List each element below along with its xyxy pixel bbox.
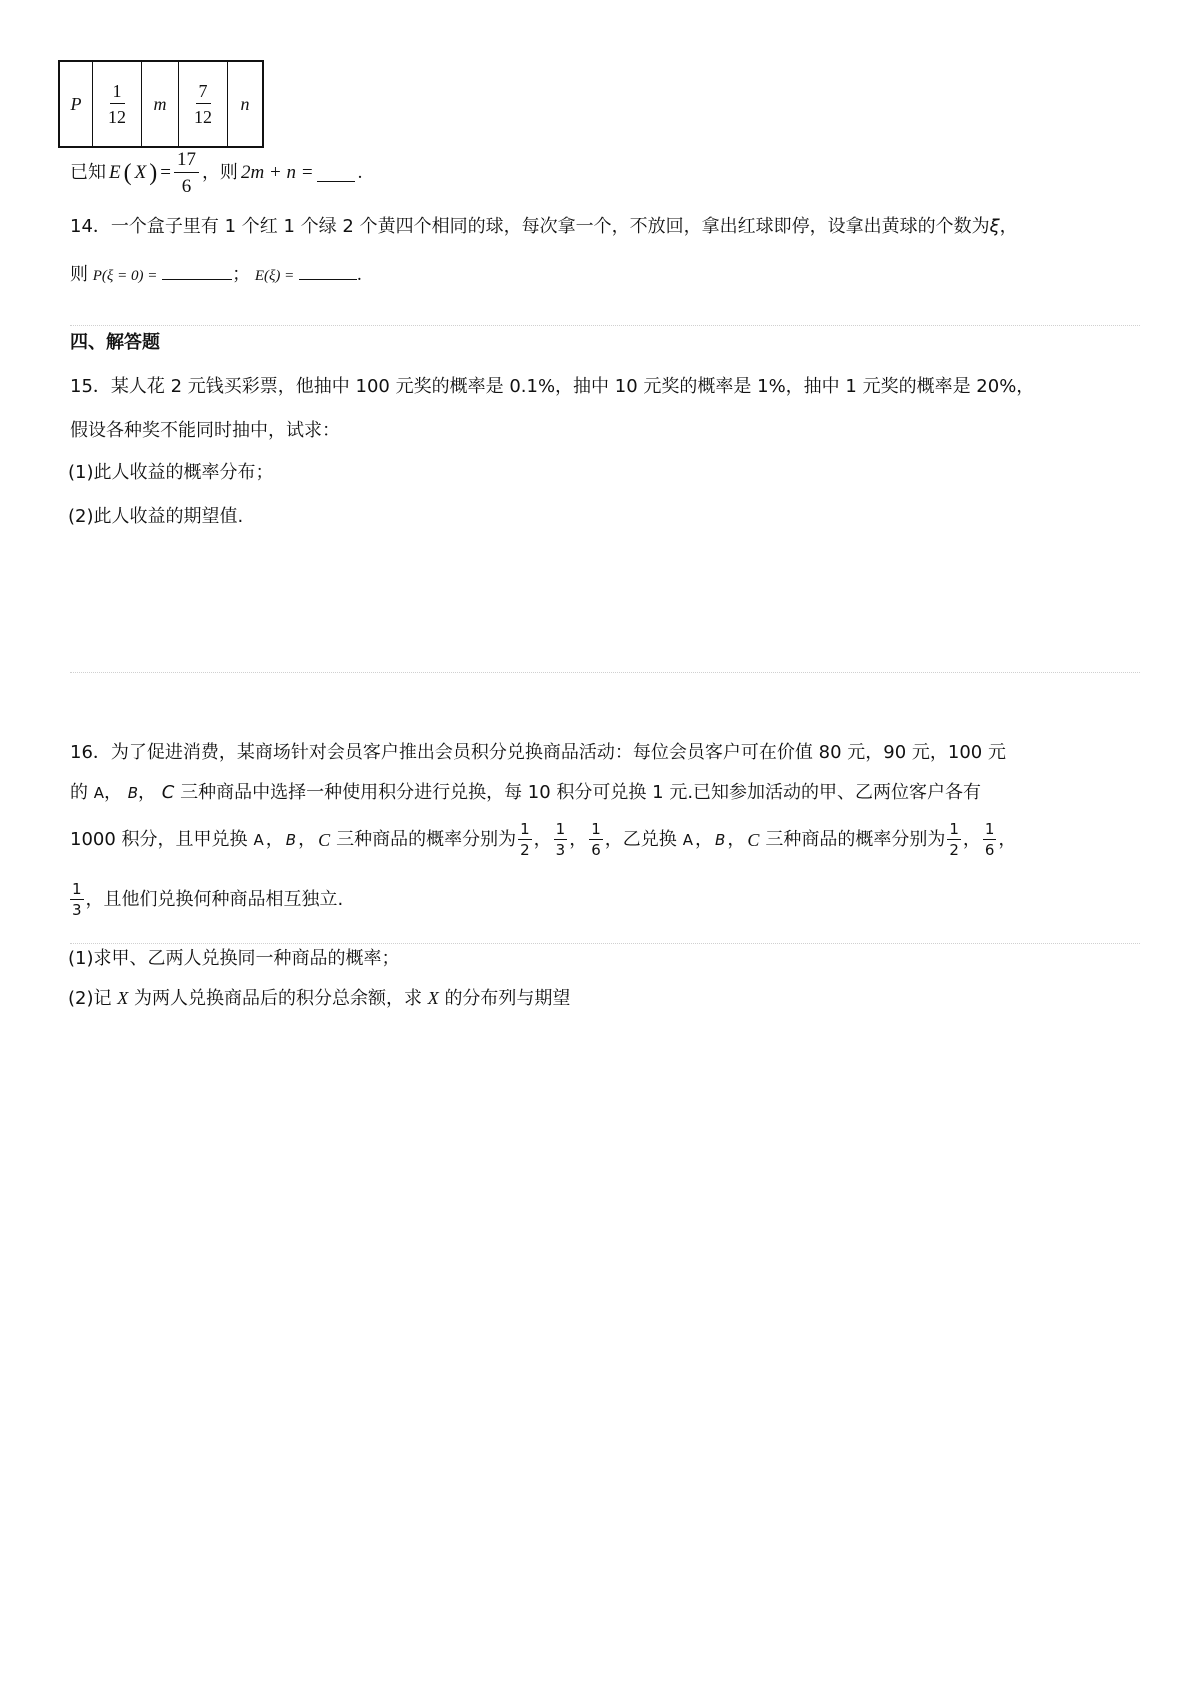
q16-text: ，乙兑换 [604, 829, 677, 850]
q16-item-b: B [285, 831, 297, 849]
fraction [554, 822, 568, 858]
q16-part2 [68, 985, 570, 1012]
fraction-numerator: 1 [591, 820, 601, 838]
q16-item-a: A [682, 831, 694, 849]
fraction-numerator: 1 [110, 82, 125, 104]
q16-line1: 16．为了促进消费，某商场针对会员客户推出会员积分兑换商品活动：每位会员客户可在价值 80 元，90 元，100 元 [70, 742, 1006, 763]
q16-item-c: C [161, 782, 175, 803]
q13-left-paren: ( [123, 160, 132, 186]
fraction [194, 82, 212, 126]
q16-comma: ， [962, 829, 981, 850]
section-heading: 四、解答题 [70, 332, 160, 353]
q16-item-a: A [253, 831, 264, 849]
fraction-numerator: 1 [72, 880, 82, 898]
answer-blank [299, 263, 357, 280]
q16-variable: X [117, 988, 129, 1008]
q16-comma: ， [533, 829, 552, 850]
answer-blank [317, 165, 355, 182]
q15-part1: (1)此人收益的概率分布； [68, 462, 274, 483]
q16-text: 1000 积分，且甲兑换 [70, 829, 248, 850]
section-divider [70, 943, 1140, 944]
q14-prefix: 则 [70, 264, 88, 285]
q13-end: . [357, 162, 363, 183]
fraction-denominator: 3 [72, 901, 82, 919]
q16-text: 的 [70, 782, 88, 803]
fraction [174, 150, 199, 196]
q13-mid: ，则 [201, 162, 238, 183]
table-row [59, 61, 263, 147]
q16-text: 三种商品的概率分别为 [765, 829, 946, 850]
q16-comma: ， [265, 829, 284, 850]
fraction-numerator: 7 [196, 82, 211, 104]
fraction [983, 822, 997, 858]
q16-text: 的分布列与期望 [444, 988, 571, 1009]
q16-comma: ， [695, 829, 714, 850]
q16-part1: (1)求甲、乙两人兑换同一种商品的概率； [68, 948, 400, 969]
table-cell-label: P [59, 61, 93, 147]
q16-text: ，且他们兑换何种商品相互独立. [85, 889, 344, 910]
table-cell-3 [179, 61, 228, 147]
fraction [108, 82, 126, 126]
q14-xi: ξ [989, 216, 1000, 237]
q16-comma: ， [998, 829, 1017, 850]
q16-line3 [70, 822, 1016, 858]
q14-comma: ， [999, 216, 1018, 237]
fraction-numerator: 1 [984, 820, 995, 838]
table-cell-1 [93, 61, 142, 147]
q14-text: 14．一个盒子里有 1 个红 1 个绿 2 个黄四个相同的球，每次拿一个，不放回，拿出红球即停，设拿出黄球的个数为 [70, 216, 990, 237]
q16-item-c: C [318, 830, 331, 850]
fraction-denominator: 12 [108, 107, 126, 127]
q16-comma: ， [138, 782, 157, 803]
q13-prefix: 已知 [70, 162, 106, 183]
q16-comma: ， [569, 829, 588, 850]
q13-right-paren: ) [149, 160, 158, 186]
q16-text: (2)记 [68, 988, 112, 1009]
q16-line4 [70, 882, 343, 918]
q16-comma: ， [104, 782, 122, 803]
fraction-denominator: 6 [181, 176, 192, 197]
q13-expression: 2m + n = [240, 162, 314, 183]
answer-blank [162, 263, 232, 280]
q13-variable: X [134, 162, 147, 183]
section-divider [70, 325, 1140, 326]
fraction-denominator: 2 [520, 841, 530, 859]
probability-table [58, 60, 264, 148]
table-cell-4: n [228, 61, 264, 147]
fraction-numerator: 1 [520, 820, 530, 838]
q13-expectation-symbol: E [109, 162, 121, 183]
q16-item-a: A [93, 784, 104, 802]
q16-text: 三种商品的概率分别为 [336, 829, 517, 850]
q14-separator: ； [232, 264, 251, 285]
q14-line2 [70, 262, 362, 289]
fraction [947, 822, 961, 858]
fraction-denominator: 6 [984, 841, 995, 859]
section-divider [70, 672, 1140, 673]
q14-p-expression: P(ξ = 0) = [92, 268, 158, 284]
q13-equals: = [160, 162, 171, 183]
q14-line1 [70, 214, 1018, 240]
q16-line2 [70, 780, 981, 806]
fraction [589, 822, 603, 858]
q15-line1: 15．某人花 2 元钱买彩票，他抽中 100 元奖的概率是 0.1%，抽中 10 元奖的概率是 1%，抽中 1 元奖的概率是 20%， [70, 376, 1035, 397]
table-cell-2: m [142, 61, 179, 147]
fraction-denominator: 6 [591, 841, 601, 859]
q14-end: . [357, 264, 362, 285]
q16-text: 为两人兑换商品后的积分总余额，求 [133, 988, 422, 1009]
fraction-numerator: 1 [555, 820, 566, 838]
q16-comma: ， [298, 829, 317, 850]
q16-comma: ， [727, 829, 746, 850]
fraction [518, 822, 532, 858]
fraction [70, 882, 84, 918]
q15-part2: (2)此人收益的期望值. [68, 506, 244, 527]
q16-item-b: B [127, 784, 139, 802]
q14-e-expression: E(ξ) = [254, 268, 295, 284]
fraction-numerator: 17 [174, 150, 199, 173]
q15-line2: 假设各种奖不能同时抽中，试求： [70, 420, 340, 441]
q13-condition [70, 150, 362, 196]
q16-variable: X [427, 988, 439, 1008]
q16-item-b: B [715, 831, 726, 849]
fraction-numerator: 1 [949, 820, 959, 838]
q16-item-c: C [747, 830, 760, 850]
fraction-denominator: 2 [949, 841, 959, 859]
fraction-denominator: 12 [194, 107, 212, 127]
q16-text: 三种商品中选择一种使用积分进行兑换，每 10 积分可兑换 1 元.已知参加活动的甲、乙两位客户各有 [180, 782, 982, 803]
fraction-denominator: 3 [555, 841, 566, 859]
